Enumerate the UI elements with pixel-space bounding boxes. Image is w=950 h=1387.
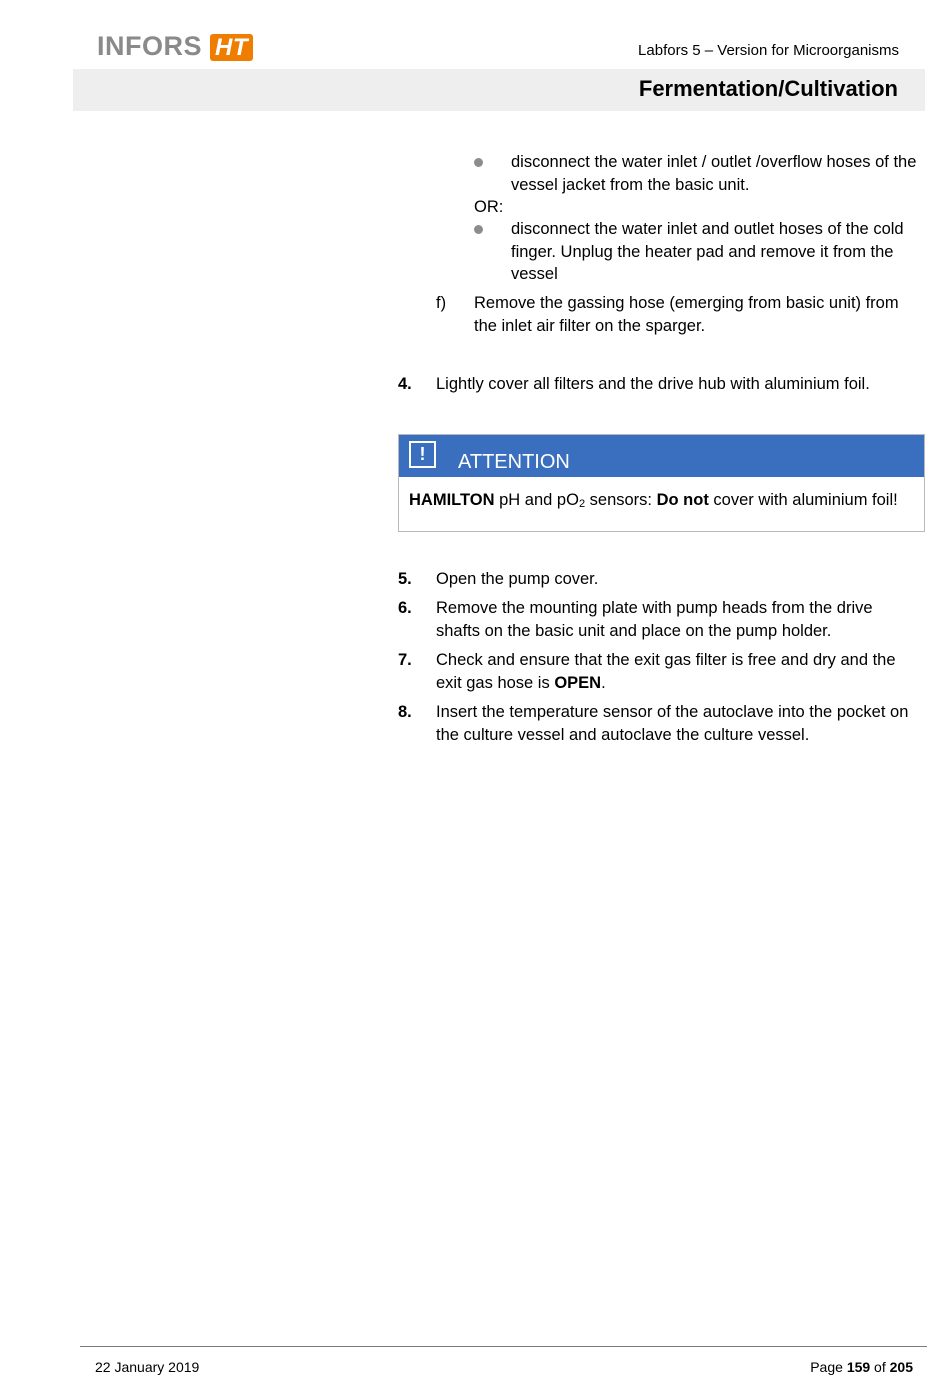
attention-text-part: pH and pO xyxy=(494,491,579,509)
attention-text-part: cover with aluminium foil! xyxy=(708,491,898,509)
step-text-part: . xyxy=(601,673,606,692)
chapter-title: Fermentation/Cultivation xyxy=(638,76,898,101)
step-text xyxy=(436,649,916,694)
page-total: 205 xyxy=(889,1359,913,1375)
logo-text-ht: HT xyxy=(210,34,253,61)
page-current: 159 xyxy=(846,1359,871,1375)
footer-divider xyxy=(80,1346,927,1347)
logo-text-infors: INFORS xyxy=(97,31,203,61)
step-number: 4. xyxy=(398,375,412,393)
step-text-part: Check and ensure that the exit gas filter is free and dry and the exit gas hose is xyxy=(436,651,896,692)
bullet-text-jacket-hoses: disconnect the water inlet / outlet /overflow hoses of the vessel jacket from the basic unit. xyxy=(511,153,917,194)
step-text: Insert the temperature sensor of the autoclave into the pocket on the culture vessel and autoclave the culture vessel. xyxy=(436,703,909,744)
step-text: Open the pump cover. xyxy=(436,570,599,588)
attention-header xyxy=(399,435,924,477)
page-mid: of xyxy=(870,1359,890,1375)
step-number: 6. xyxy=(398,599,412,617)
step-number: 8. xyxy=(398,703,412,721)
company-logo xyxy=(97,31,253,63)
page-number xyxy=(810,1358,913,1376)
step-text: Lightly cover all filters and the drive hub with aluminium foil. xyxy=(436,375,870,393)
page-prefix: Page xyxy=(810,1359,847,1375)
attention-bold-lead: HAMILTON xyxy=(409,491,495,509)
footer-date: 22 January 2019 xyxy=(95,1359,200,1375)
attention-text-part: sensors: xyxy=(585,491,657,509)
bullet-text-cold-finger: disconnect the water inlet and outlet hoses of the cold finger. Unplug the heater pad and remove it from the vessel xyxy=(511,220,904,283)
step-number: 7. xyxy=(398,651,412,669)
attention-text xyxy=(409,490,914,515)
attention-subscript: 2 xyxy=(578,498,586,510)
bullet-icon xyxy=(474,225,483,234)
step-text-bold: OPEN xyxy=(554,673,602,692)
attention-box xyxy=(398,434,925,532)
warning-icon: ! xyxy=(409,441,436,468)
step-number: 5. xyxy=(398,570,412,588)
document-title: Labfors 5 – Version for Microorganisms xyxy=(638,42,899,59)
attention-bold-phrase: Do not xyxy=(656,491,709,509)
attention-title: ATTENTION xyxy=(458,451,570,473)
or-label: OR: xyxy=(474,198,504,216)
substep-marker: f) xyxy=(436,294,447,312)
step-text: Remove the mounting plate with pump heads from the drive shafts on the basic unit and place on the pump holder. xyxy=(436,599,873,640)
substep-text: Remove the gassing hose (emerging from basic unit) from the inlet air filter on the sparger. xyxy=(474,294,899,335)
bullet-icon xyxy=(474,158,483,167)
